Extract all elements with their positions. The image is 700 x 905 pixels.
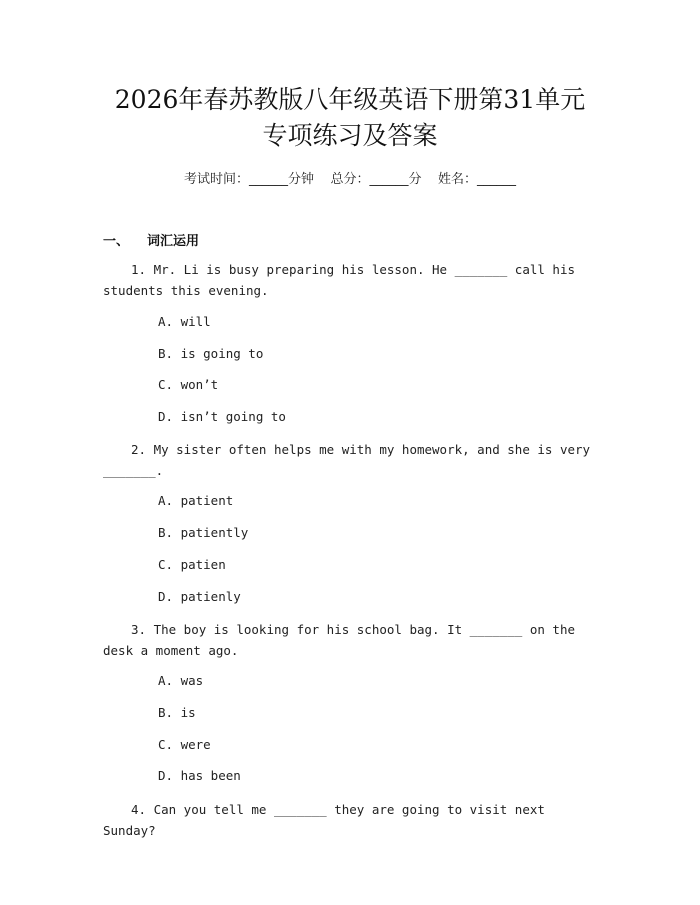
option: B. patiently: [158, 525, 249, 540]
option: C. were: [158, 737, 211, 752]
question-stem: 4. Can you tell me _______ they are going to visit next Sunday?: [103, 802, 545, 838]
option: B. is going to: [158, 346, 264, 361]
question-stem: 2. My sister often helps me with my homework, and she is very _______.: [103, 442, 591, 478]
option: A. was: [158, 673, 204, 688]
question-stem: 1. Mr. Li is busy preparing his lesson. He _______ call his students this evening.: [103, 262, 576, 298]
question-stem: 3. The boy is looking for his school bag. It _______ on the desk a moment ago.: [103, 622, 576, 658]
page-title-line-2: 专项练习及答案: [262, 121, 438, 150]
option: B. is: [158, 705, 196, 720]
section-number: 一、: [103, 234, 130, 249]
option: C. patien: [158, 557, 226, 572]
page-title-line-1: 2026年春苏教版八年级英语下册第31单元: [114, 85, 586, 114]
exam-info: 考试时间：______分钟 总分：______分 姓名：______: [183, 172, 517, 187]
option: C. won’t: [158, 377, 219, 392]
option: A. will: [158, 314, 211, 329]
section-heading: [103, 230, 199, 249]
option: D. has been: [158, 768, 241, 783]
option: D. patienly: [158, 589, 241, 604]
option: A. patient: [158, 493, 234, 508]
option: D. isn’t going to: [158, 409, 286, 424]
section-title: 词汇运用: [147, 234, 200, 249]
